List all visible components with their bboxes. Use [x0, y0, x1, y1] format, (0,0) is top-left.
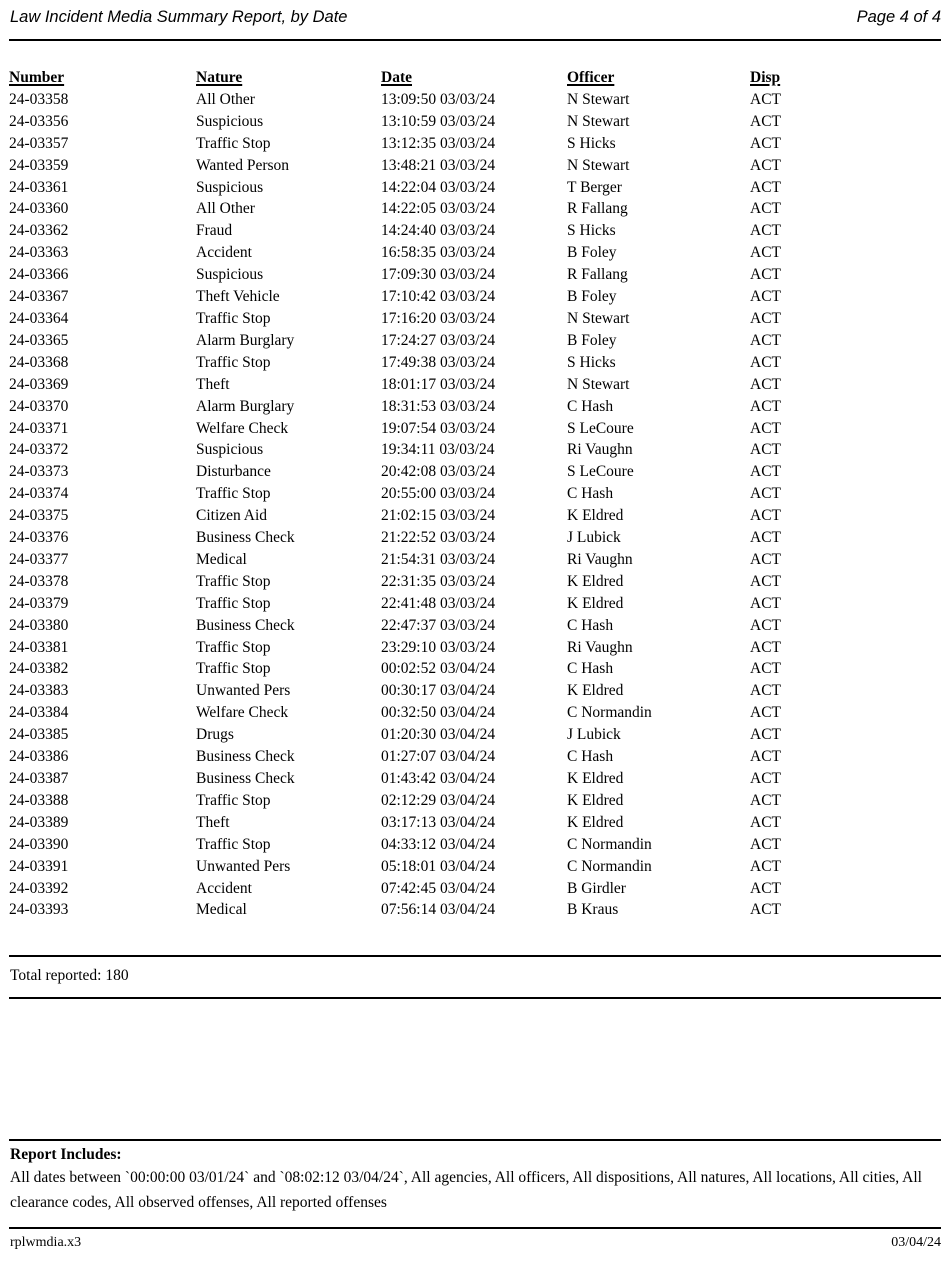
cell-number: 24-03360 — [9, 200, 69, 218]
cell-officer: C Hash — [567, 660, 614, 678]
cell-nature: Traffic Stop — [196, 309, 271, 327]
cell-date: 20:42:08 03/03/24 — [381, 463, 496, 481]
table-row — [9, 439, 941, 461]
cell-disp: ACT — [750, 550, 781, 568]
cell-disp: ACT — [750, 682, 781, 700]
table-row — [9, 286, 941, 308]
page-footer — [9, 1235, 941, 1251]
cell-date: 18:01:17 03/03/24 — [381, 375, 496, 393]
cell-date: 13:09:50 03/03/24 — [381, 90, 496, 108]
cell-officer: K Eldred — [567, 813, 624, 831]
cell-disp: ACT — [750, 178, 781, 196]
cell-disp: ACT — [750, 529, 781, 547]
cell-nature: Traffic Stop — [196, 791, 271, 809]
cell-nature: Accident — [196, 879, 252, 897]
cell-number: 24-03390 — [9, 835, 69, 853]
table-row — [9, 790, 941, 812]
cell-nature: Traffic Stop — [196, 134, 271, 152]
cell-date: 14:22:05 03/03/24 — [381, 200, 496, 218]
cell-number: 24-03367 — [9, 288, 69, 306]
cell-officer: K Eldred — [567, 770, 624, 787]
cell-officer: Ri Vaughn — [567, 638, 633, 656]
cell-nature: Accident — [196, 244, 252, 262]
cell-officer: K Eldred — [567, 682, 624, 700]
cell-number: 24-03392 — [9, 879, 69, 897]
cell-date: 13:12:35 03/03/24 — [381, 134, 496, 152]
cell-number: 24-03365 — [9, 331, 69, 349]
column-header-number: Number — [9, 69, 65, 86]
cell-number: 24-03368 — [9, 353, 69, 371]
cell-date: 17:10:42 03/03/24 — [381, 288, 496, 306]
table-row — [9, 418, 941, 440]
cell-officer: B Foley — [567, 288, 617, 306]
cell-officer: B Girdler — [567, 879, 626, 897]
cell-officer: C Hash — [567, 485, 614, 503]
cell-disp: ACT — [750, 813, 781, 831]
cell-number: 24-03363 — [9, 244, 69, 262]
cell-number: 24-03372 — [9, 441, 69, 459]
cell-disp: ACT — [750, 419, 781, 437]
cell-nature: Disturbance — [196, 463, 271, 481]
cell-number: 24-03357 — [9, 134, 69, 152]
cell-date: 19:34:11 03/03/24 — [381, 441, 495, 459]
cell-number: 24-03375 — [9, 507, 69, 525]
total-reported-value: 180 — [105, 967, 129, 985]
cell-nature: Suspicious — [196, 112, 264, 130]
cell-officer: C Hash — [567, 616, 614, 634]
cell-officer: R Fallang — [567, 266, 628, 284]
cell-nature: Welfare Check — [196, 419, 289, 437]
cell-number: 24-03386 — [9, 748, 69, 766]
table-row — [9, 637, 941, 659]
cell-disp: ACT — [750, 288, 781, 306]
cell-nature: Theft Vehicle — [196, 288, 280, 306]
cell-number: 24-03362 — [9, 222, 69, 240]
cell-disp: ACT — [750, 791, 781, 809]
cell-nature: Alarm Burglary — [196, 331, 295, 349]
cell-number: 24-03361 — [9, 178, 69, 196]
cell-nature: Fraud — [196, 222, 233, 240]
table-row — [9, 133, 941, 155]
table-row — [9, 264, 941, 286]
table-row — [9, 396, 941, 418]
table-row — [9, 505, 941, 527]
cell-number: 24-03382 — [9, 660, 69, 678]
total-reported-label: Total reported: — [10, 967, 102, 985]
table-row — [9, 483, 941, 505]
report-includes-body: All dates between `00:00:00 03/01/24` and `08:02:12 03/04/24`, All agencies, All officers, All dispositions, All natures, All locations, All cities, All clearance codes, All observed offenses, All reported offenses — [10, 1169, 922, 1212]
cell-date: 00:02:52 03/04/24 — [381, 660, 496, 678]
cell-date: 21:54:31 03/03/24 — [381, 550, 496, 568]
cell-nature: Traffic Stop — [196, 353, 271, 371]
cell-officer: K Eldred — [567, 594, 624, 612]
cell-officer: T Berger — [567, 178, 622, 196]
cell-date: 23:29:10 03/03/24 — [381, 638, 496, 656]
cell-number: 24-03389 — [9, 813, 69, 831]
cell-officer: C Normandin — [567, 704, 652, 722]
cell-number: 24-03378 — [9, 572, 69, 590]
cell-date: 17:09:30 03/03/24 — [381, 266, 496, 284]
table-row — [9, 308, 941, 330]
cell-number: 24-03383 — [9, 682, 69, 700]
incident-table-header — [9, 67, 941, 89]
cell-nature: Citizen Aid — [196, 507, 268, 525]
column-header-disp: Disp — [750, 69, 781, 86]
cell-officer: S LeCoure — [567, 463, 634, 481]
cell-officer: J Lubick — [567, 529, 621, 547]
cell-officer: S LeCoure — [567, 419, 634, 437]
table-row — [9, 812, 941, 834]
cell-nature: Medical — [196, 901, 247, 919]
cell-date: 07:56:14 03/04/24 — [381, 901, 496, 919]
cell-disp: ACT — [750, 660, 781, 678]
cell-number: 24-03374 — [9, 485, 69, 503]
cell-officer: C Normandin — [567, 835, 652, 853]
cell-nature: Theft — [196, 813, 230, 831]
cell-disp: ACT — [750, 397, 781, 415]
table-row — [9, 198, 941, 220]
cell-nature: Traffic Stop — [196, 594, 271, 612]
cell-nature: Unwanted Pers — [196, 682, 291, 700]
cell-nature: Suspicious — [196, 441, 264, 459]
cell-number: 24-03369 — [9, 375, 69, 393]
report-header — [9, 8, 941, 27]
cell-number: 24-03364 — [9, 309, 69, 327]
cell-date: 02:12:29 03/04/24 — [381, 791, 496, 809]
cell-disp: ACT — [750, 879, 781, 897]
cell-officer: K Eldred — [567, 507, 624, 525]
cell-date: 22:47:37 03/03/24 — [381, 616, 496, 634]
table-row — [9, 724, 941, 746]
table-row — [9, 571, 941, 593]
table-row — [9, 746, 941, 768]
cell-date: 07:42:45 03/04/24 — [381, 879, 496, 897]
cell-date: 01:43:42 03/04/24 — [381, 770, 496, 787]
cell-officer: B Kraus — [567, 901, 619, 919]
cell-number: 24-03366 — [9, 266, 69, 284]
cell-date: 14:24:40 03/03/24 — [381, 222, 496, 240]
report-title: Law Incident Media Summary Report, by Date — [10, 8, 348, 26]
cell-number: 24-03377 — [9, 550, 69, 568]
cell-nature: All Other — [196, 90, 255, 108]
cell-nature: Medical — [196, 550, 247, 568]
cell-disp: ACT — [750, 704, 781, 722]
cell-nature: Theft — [196, 375, 230, 393]
cell-date: 13:48:21 03/03/24 — [381, 156, 496, 174]
cell-officer: S Hicks — [567, 134, 616, 152]
footer-divider — [9, 1227, 941, 1229]
cell-nature: Unwanted Pers — [196, 857, 291, 875]
cell-disp: ACT — [750, 112, 781, 130]
cell-nature: Traffic Stop — [196, 638, 271, 656]
cell-date: 03:17:13 03/04/24 — [381, 813, 496, 831]
table-row — [9, 330, 941, 352]
cell-officer: N Stewart — [567, 156, 630, 174]
cell-number: 24-03373 — [9, 463, 69, 481]
cell-officer: B Foley — [567, 244, 617, 262]
cell-officer: J Lubick — [567, 726, 621, 744]
cell-number: 24-03391 — [9, 857, 69, 875]
total-reported — [9, 957, 941, 997]
cell-officer: S Hicks — [567, 353, 616, 371]
table-row — [9, 111, 941, 133]
table-row — [9, 155, 941, 177]
cell-nature: Traffic Stop — [196, 660, 271, 678]
cell-nature: Business Check — [196, 616, 295, 634]
cell-disp: ACT — [750, 638, 781, 656]
includes-divider — [9, 1139, 941, 1141]
table-row — [9, 899, 941, 921]
table-row — [9, 768, 941, 790]
cell-officer: N Stewart — [567, 112, 630, 130]
cell-date: 00:30:17 03/04/24 — [381, 682, 496, 700]
footer-report-id: rplwmdia.x3 — [10, 1235, 82, 1251]
cell-date: 13:10:59 03/03/24 — [381, 112, 496, 130]
cell-date: 18:31:53 03/03/24 — [381, 397, 496, 415]
cell-officer: R Fallang — [567, 200, 628, 218]
cell-date: 22:31:35 03/03/24 — [381, 572, 496, 590]
cell-number: 24-03356 — [9, 112, 69, 130]
cell-disp: ACT — [750, 156, 781, 174]
cell-nature: Business Check — [196, 748, 295, 766]
cell-date: 01:20:30 03/04/24 — [381, 726, 496, 744]
table-row — [9, 461, 941, 483]
cell-disp: ACT — [750, 770, 781, 787]
cell-date: 17:49:38 03/03/24 — [381, 353, 496, 371]
cell-disp: ACT — [750, 266, 781, 284]
cell-disp: ACT — [750, 507, 781, 525]
cell-disp: ACT — [750, 331, 781, 349]
cell-disp: ACT — [750, 572, 781, 590]
cell-nature: Suspicious — [196, 266, 264, 284]
cell-disp: ACT — [750, 353, 781, 371]
cell-date: 17:16:20 03/03/24 — [381, 309, 496, 327]
cell-disp: ACT — [750, 857, 781, 875]
table-row — [9, 242, 941, 264]
incident-table — [9, 67, 941, 921]
table-row — [9, 702, 941, 724]
cell-officer: K Eldred — [567, 791, 624, 809]
cell-disp: ACT — [750, 616, 781, 634]
cell-disp: ACT — [750, 200, 781, 218]
table-row — [9, 680, 941, 702]
cell-disp: ACT — [750, 835, 781, 853]
incident-table-body — [9, 89, 941, 921]
cell-nature: Alarm Burglary — [196, 397, 295, 415]
cell-number: 24-03393 — [9, 901, 69, 919]
table-row — [9, 615, 941, 637]
cell-disp: ACT — [750, 134, 781, 152]
header-divider — [9, 39, 941, 41]
cell-disp: ACT — [750, 726, 781, 744]
cell-disp: ACT — [750, 309, 781, 327]
table-row — [9, 658, 941, 680]
table-row — [9, 834, 941, 856]
cell-officer: N Stewart — [567, 309, 630, 327]
cell-nature: Traffic Stop — [196, 485, 271, 503]
cell-number: 24-03384 — [9, 704, 69, 722]
total-bottom-divider — [9, 997, 941, 999]
cell-number: 24-03376 — [9, 529, 69, 547]
table-row — [9, 593, 941, 615]
cell-date: 00:32:50 03/04/24 — [381, 704, 496, 722]
cell-officer: C Normandin — [567, 857, 652, 875]
cell-date: 04:33:12 03/04/24 — [381, 835, 496, 853]
cell-officer: B Foley — [567, 331, 617, 349]
cell-officer: C Hash — [567, 748, 614, 766]
cell-nature: Drugs — [196, 726, 234, 744]
cell-number: 24-03388 — [9, 791, 69, 809]
footer-date: 03/04/24 — [891, 1235, 941, 1251]
cell-officer: K Eldred — [567, 572, 624, 590]
cell-nature: Business Check — [196, 529, 295, 547]
cell-date: 21:22:52 03/03/24 — [381, 529, 496, 547]
table-row — [9, 374, 941, 396]
cell-nature: Welfare Check — [196, 704, 289, 722]
table-row — [9, 177, 941, 199]
cell-disp: ACT — [750, 901, 781, 919]
cell-officer: N Stewart — [567, 90, 630, 108]
table-row — [9, 89, 941, 111]
cell-date: 20:55:00 03/03/24 — [381, 485, 496, 503]
cell-officer: Ri Vaughn — [567, 550, 633, 568]
page-number-label: Page 4 of 4 — [856, 8, 941, 26]
cell-number: 24-03370 — [9, 397, 69, 415]
cell-date: 05:18:01 03/04/24 — [381, 857, 496, 875]
table-row — [9, 549, 941, 571]
column-header-nature: Nature — [196, 69, 243, 86]
cell-disp: ACT — [750, 748, 781, 766]
cell-nature: Traffic Stop — [196, 835, 271, 853]
table-row — [9, 856, 941, 878]
cell-number: 24-03380 — [9, 616, 69, 634]
cell-date: 19:07:54 03/03/24 — [381, 419, 496, 437]
cell-nature: Wanted Person — [196, 156, 290, 174]
cell-number: 24-03359 — [9, 156, 69, 174]
cell-date: 17:24:27 03/03/24 — [381, 331, 496, 349]
cell-nature: All Other — [196, 200, 255, 218]
cell-number: 24-03385 — [9, 726, 69, 744]
table-row — [9, 220, 941, 242]
cell-nature: Traffic Stop — [196, 572, 271, 590]
table-row — [9, 352, 941, 374]
cell-date: 22:41:48 03/03/24 — [381, 594, 496, 612]
cell-date: 14:22:04 03/03/24 — [381, 178, 496, 196]
cell-nature: Suspicious — [196, 178, 264, 196]
cell-date: 21:02:15 03/03/24 — [381, 507, 496, 525]
table-row — [9, 878, 941, 900]
cell-disp: ACT — [750, 222, 781, 240]
cell-number: 24-03379 — [9, 594, 69, 612]
report-includes-heading: Report Includes: — [10, 1146, 122, 1164]
cell-disp: ACT — [750, 90, 781, 108]
cell-date: 01:27:07 03/04/24 — [381, 748, 496, 766]
cell-disp: ACT — [750, 594, 781, 612]
cell-number: 24-03371 — [9, 419, 69, 437]
cell-disp: ACT — [750, 485, 781, 503]
cell-officer: Ri Vaughn — [567, 441, 633, 459]
cell-number: 24-03387 — [9, 770, 69, 787]
table-row — [9, 527, 941, 549]
cell-nature: Business Check — [196, 770, 295, 787]
cell-disp: ACT — [750, 244, 781, 262]
column-header-date: Date — [381, 69, 412, 86]
cell-number: 24-03381 — [9, 638, 69, 656]
cell-officer: C Hash — [567, 397, 614, 415]
cell-number: 24-03358 — [9, 90, 69, 108]
column-header-officer: Officer — [567, 69, 615, 86]
cell-officer: N Stewart — [567, 375, 630, 393]
cell-disp: ACT — [750, 463, 781, 481]
cell-disp: ACT — [750, 375, 781, 393]
cell-date: 16:58:35 03/03/24 — [381, 244, 496, 262]
cell-officer: S Hicks — [567, 222, 616, 240]
cell-disp: ACT — [750, 441, 781, 459]
